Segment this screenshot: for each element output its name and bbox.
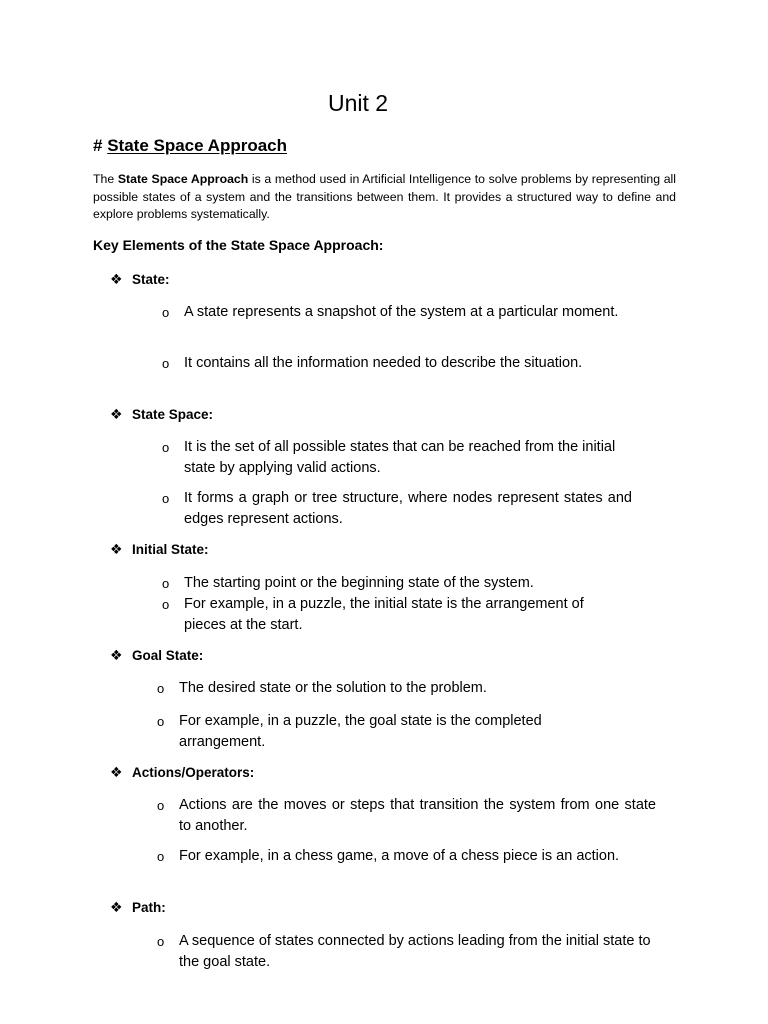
item-title: Path: [132,900,166,915]
circle-bullet-icon: o [162,356,170,371]
circle-bullet-icon: o [157,798,165,813]
list-item-text: For example, in a chess game, a move of a chess piece is an action. [179,848,620,864]
list-item [157,931,669,973]
item-heading-path [110,899,166,916]
item-heading-actions-operators [110,764,254,781]
list-item [162,488,632,530]
list-item [162,573,664,594]
list-item-text: Actions are the moves or steps that transition the system from one state to another. [179,797,656,834]
list-item [157,711,614,753]
list-item-text: It forms a graph or tree structure, where nodes represent states and edges represent actions. [184,490,632,527]
list-item [162,302,667,323]
circle-bullet-icon: o [162,597,170,612]
circle-bullet-icon: o [157,849,165,864]
list-item [157,678,659,699]
item-heading-initial-state [110,541,209,558]
intro-post: is a method used in Artificial Intelligence to solve problems by representing all possible states of a system and the transitions between them. It provides a structured way to define and explore problems systematically. [93,172,676,221]
diamond-bullet-icon: ❖ [110,647,123,663]
intro-paragraph [93,171,676,224]
item-title: Actions/Operators: [132,765,255,780]
unit-title: Unit 2 [327,90,389,116]
circle-bullet-icon: o [157,714,165,729]
item-title: State: [132,272,170,287]
item-title: State Space: [132,407,214,422]
list-item [162,437,629,479]
circle-bullet-icon: o [162,576,170,591]
circle-bullet-icon: o [162,440,170,455]
item-title: Goal State: [132,648,204,663]
diamond-bullet-icon: ❖ [110,271,123,287]
item-heading-state-space [110,406,213,423]
list-item-text: The desired state or the solution to the problem. [179,680,487,696]
list-item [157,846,642,867]
intro-bold: State Space Approach [117,172,249,186]
diamond-bullet-icon: ❖ [110,764,123,780]
list-item-text: It contains all the information needed to describe the situation. [184,355,583,371]
circle-bullet-icon: o [157,934,165,949]
circle-bullet-icon: o [162,491,170,506]
circle-bullet-icon: o [157,681,165,696]
list-item [157,795,656,837]
list-item-text: A sequence of states connected by actions leading from the initial state to the goal state. [179,933,651,970]
item-heading-goal-state [110,647,203,664]
list-item [162,353,607,374]
list-item-text: A state represents a snapshot of the system at a particular moment. [184,304,619,320]
diamond-bullet-icon: ❖ [110,541,123,557]
list-item-text: It is the set of all possible states that can be reached from the initial state by applying valid actions. [184,439,616,476]
list-item [162,594,629,636]
circle-bullet-icon: o [162,305,170,320]
list-item-text: For example, in a puzzle, the goal state is the completed arrangement. [179,713,542,750]
list-item-text: For example, in a puzzle, the initial state is the arrangement of pieces at the start. [184,596,584,633]
section-heading [93,136,287,156]
item-title: Initial State: [132,542,209,557]
heading-hash: # [93,136,103,155]
list-item-text: The starting point or the beginning state of the system. [184,575,534,591]
diamond-bullet-icon: ❖ [110,406,123,422]
key-elements-heading: Key Elements of the State Space Approach: [93,237,384,253]
heading-text: State Space Approach [107,136,288,155]
intro-pre: The [93,172,118,186]
diamond-bullet-icon: ❖ [110,899,123,915]
item-heading-state [110,271,170,288]
